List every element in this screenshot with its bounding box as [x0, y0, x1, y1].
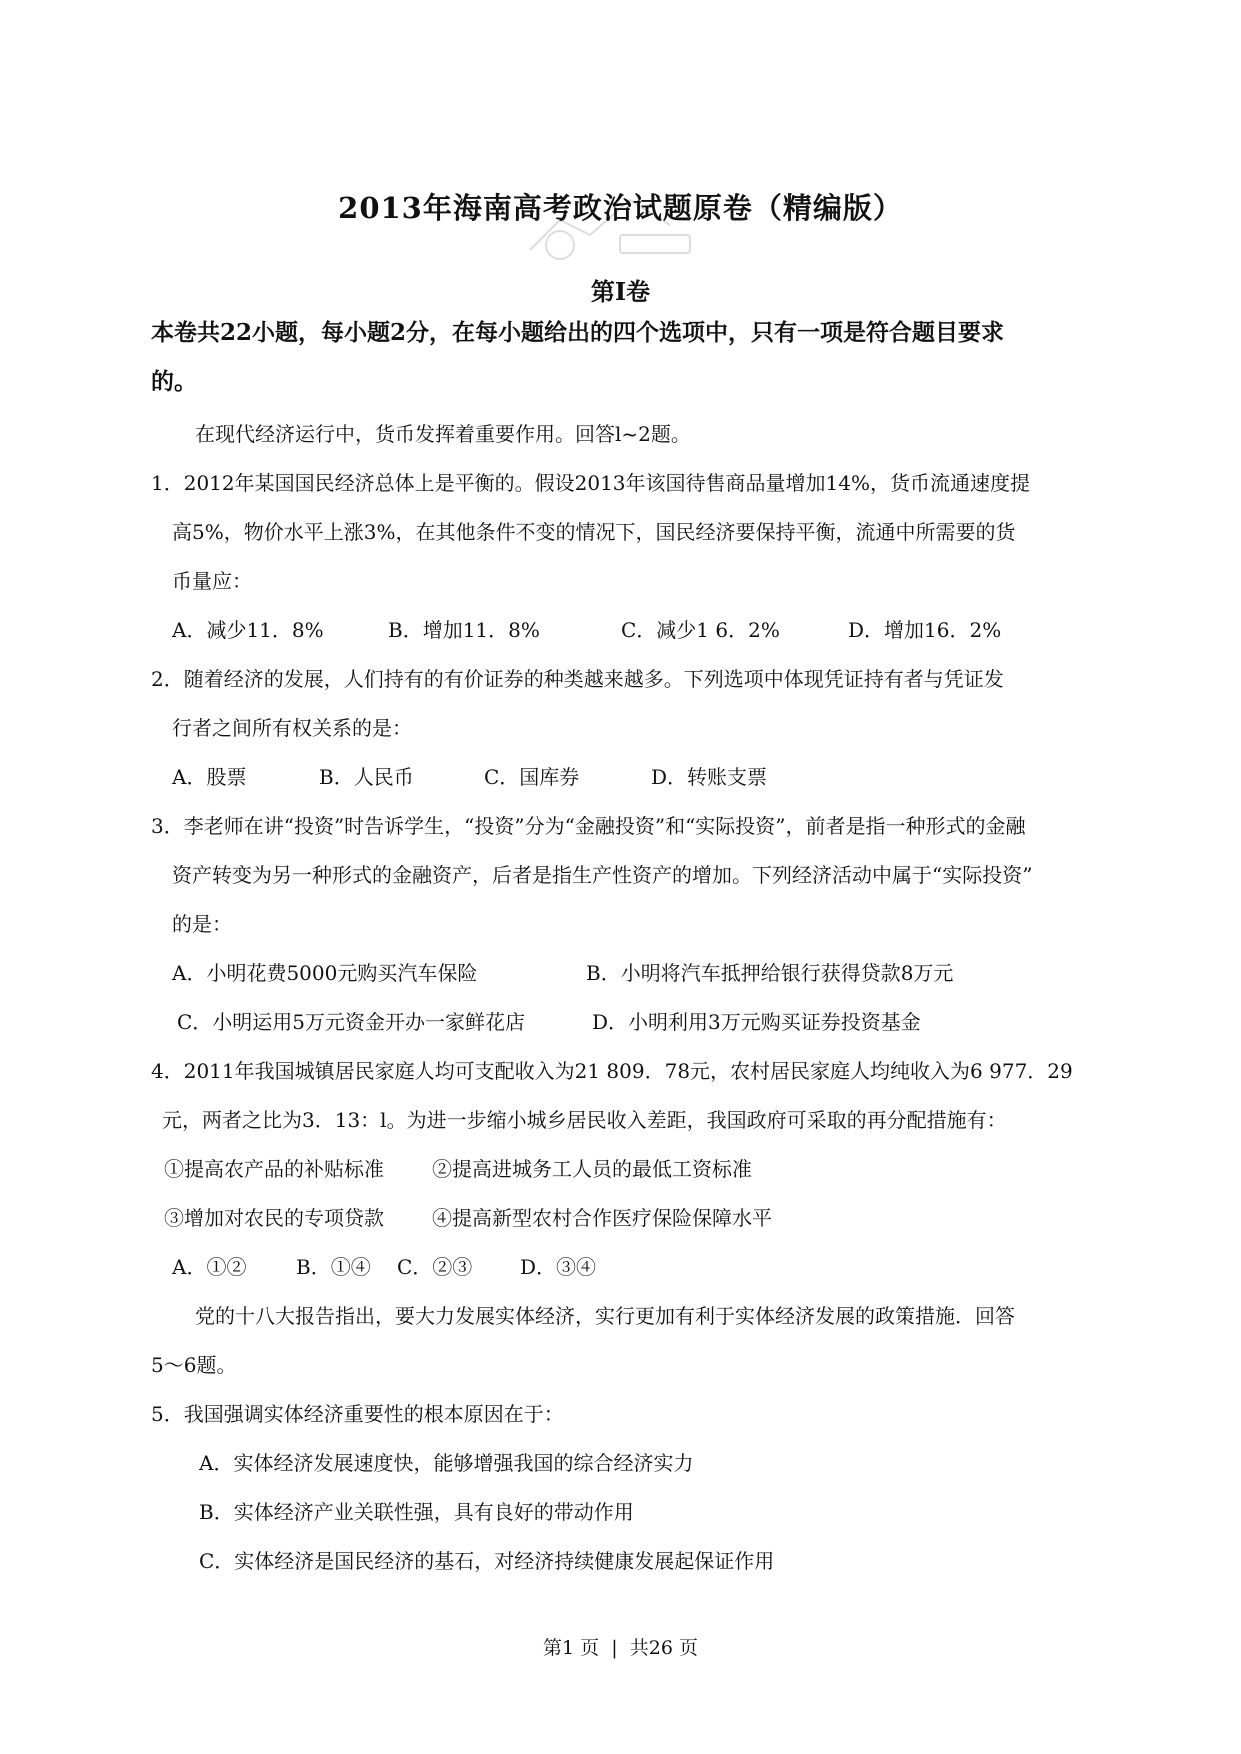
question-5-option-b: B．实体经济产业关联性强，具有良好的带动作用: [199, 1500, 634, 1524]
question-4-item-3: ③增加对农民的专项贷款: [164, 1206, 384, 1230]
section-intro-1: 在现代经济运行中，货币发挥着重要作用。回答l~2题。: [195, 422, 691, 446]
question-2-line-2: 行者之间所有权关系的是：: [172, 716, 412, 740]
footer-total-pages: 共26 页: [629, 1637, 698, 1659]
question-1-option-a: A．减少11．8%: [172, 618, 324, 642]
question-4-item-4: ④提高新型农村合作医疗保险保障水平: [432, 1206, 772, 1230]
question-4-item-1: ①提高农产品的补贴标准: [164, 1157, 384, 1181]
question-4-option-c: C．②③: [397, 1255, 473, 1279]
question-2-option-d: D．转账支票: [651, 765, 768, 789]
question-2-option-a: A．股票: [172, 765, 247, 789]
question-5-option-c: C．实体经济是国民经济的基石，对经济持续健康发展起保证作用: [199, 1549, 775, 1573]
question-5-option-a: A．实体经济发展速度快，能够增强我国的综合经济实力: [199, 1451, 694, 1475]
question-4-item-2: ②提高进城务工人员的最低工资标准: [432, 1157, 752, 1181]
question-3-option-b: B．小明将汽车抵押给银行获得贷款8万元: [586, 961, 954, 985]
question-2-option-c: C．国库券: [484, 765, 580, 789]
question-1-line-3: 币量应：: [172, 569, 252, 593]
question-2-option-b: B．人民币: [319, 765, 414, 789]
question-4-option-a: A．①②: [172, 1255, 247, 1279]
section-intro-2-line-2: 5～6题。: [151, 1353, 237, 1377]
instruction-line-2: 的。: [151, 368, 197, 395]
instruction-line-1: 本卷共22小题，每小题2分，在每小题给出的四个选项中，只有一项是符合题目要求: [151, 319, 1005, 346]
question-4-line-1: 4．2011年我国城镇居民家庭人均可支配收入为21 809．78元，农村居民家庭人均纯收入为6 977．29: [151, 1059, 1073, 1083]
question-4-line-2: 元，两者之比为3．13：l。为进一步缩小城乡居民收入差距，我国政府可采取的再分配措施有：: [162, 1108, 1007, 1132]
question-3-option-d: D．小明利用3万元购买证券投资基金: [592, 1010, 921, 1034]
question-5-line-1: 5．我国强调实体经济重要性的根本原因在于：: [151, 1402, 564, 1426]
question-1-option-d: D．增加16．2%: [848, 618, 1002, 642]
footer-separator: |: [611, 1637, 618, 1659]
question-2-line-1: 2．随着经济的发展，人们持有的有价证券的种类越来越多。下列选项中体现凭证持有者与凭证发: [151, 667, 1004, 691]
page-title: 2013年海南高考政治试题原卷（精编版）: [338, 191, 903, 225]
question-3-line-1: 3．李老师在讲“投资”时告诉学生，“投资”分为“金融投资”和“实际投资”，前者是指一种形式的金融: [151, 814, 1026, 838]
question-1-option-b: B．增加11．8%: [388, 618, 540, 642]
question-4-option-b: B．①④: [296, 1255, 371, 1279]
section-intro-2-line-1: 党的十八大报告指出，要大力发展实体经济，实行更加有利于实体经济发展的政策措施．回答: [195, 1304, 1015, 1328]
question-3-line-3: 的是：: [172, 912, 232, 936]
question-3-option-c: C．小明运用5万元资金开办一家鲜花店: [177, 1010, 526, 1034]
question-1-option-c: C．减少1 6．2%: [621, 618, 780, 642]
question-3-line-2: 资产转变为另一种形式的金融资产，后者是指生产性资产的增加。下列经济活动中属于“实际投资”: [172, 863, 1033, 887]
question-3-option-a: A．小明花费5000元购买汽车保险: [172, 961, 478, 985]
page-footer: [0, 1633, 1241, 1660]
footer-page-number: 第1 页: [543, 1637, 600, 1659]
question-1-line-1: 1．2012年某国国民经济总体上是平衡的。假设2013年该国待售商品量增加14%，货币流通速度提: [151, 471, 1030, 495]
question-1-line-2: 高5%，物价水平上涨3%，在其他条件不变的情况下，国民经济要保持平衡，流通中所需要的货: [172, 520, 1016, 544]
question-4-option-d: D．③④: [520, 1255, 597, 1279]
section-subtitle: 第I卷: [590, 277, 651, 306]
